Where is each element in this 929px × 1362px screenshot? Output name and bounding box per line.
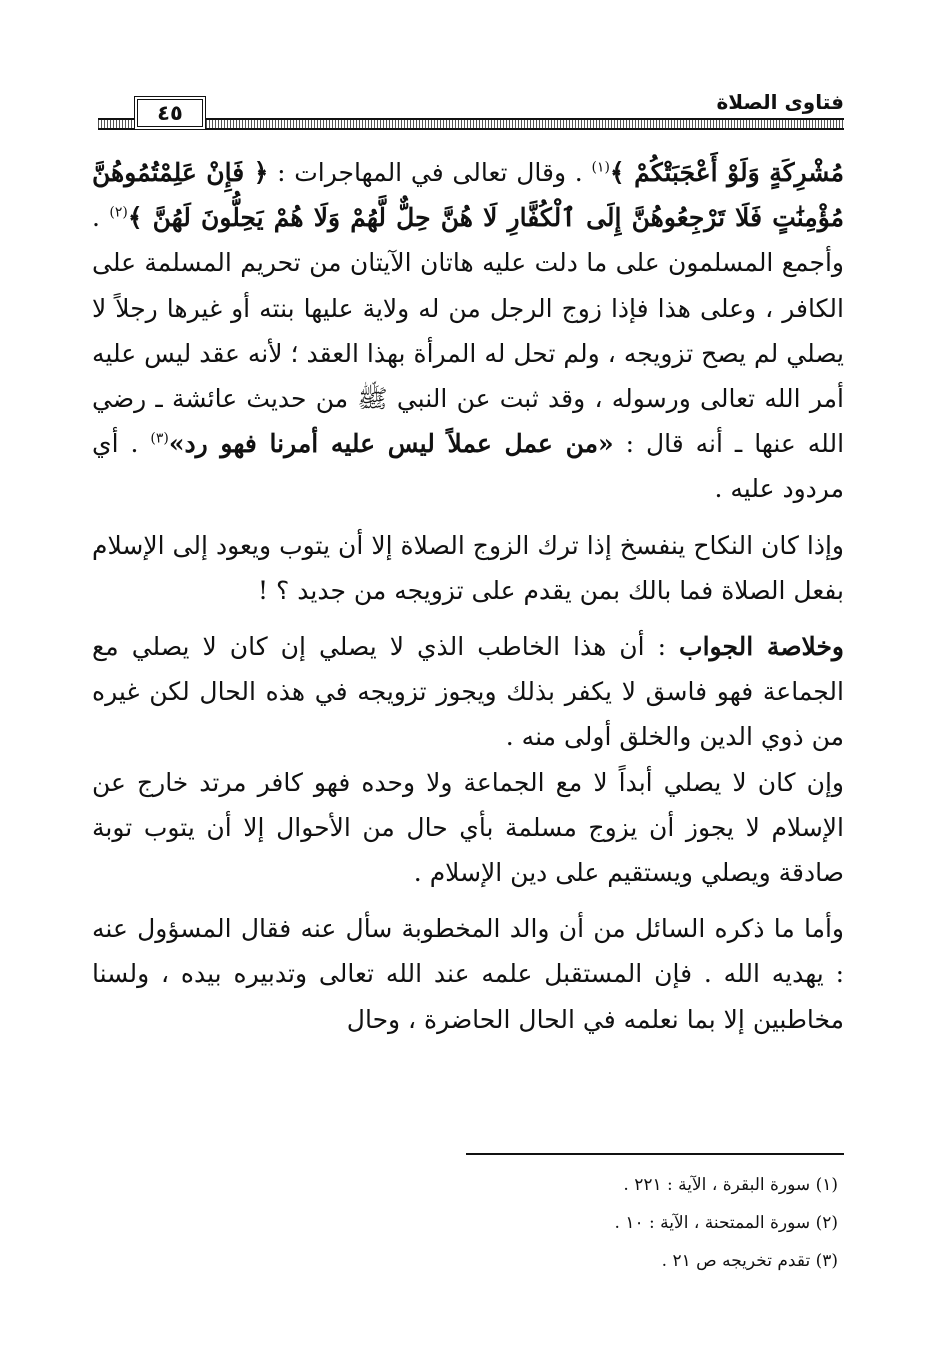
paragraph-3-text: : أن هذا الخاطب الذي لا يصلي إن كان لا يصلي مع الجماعة فهو فاسق لا يكفر بذلك ويجوز تزويجه في هذه الحال لكن غيره من ذوي الدين والخلق أولى منه .: [92, 632, 844, 752]
paragraph-3: [92, 624, 844, 760]
answer-summary-label: وخلاصة الجواب: [679, 632, 844, 662]
header-rule: [98, 118, 844, 130]
footnote-ref-3: (٣): [150, 430, 169, 447]
footnote-ref-2: (٢): [109, 204, 128, 221]
quran-quote-2: ﴿ فَإِنْ عَلِمْتُمُوهُنَّ مُؤْمِنَٰتٍ فَلَا تَرْجِعُوهُنَّ إِلَى ٱلْكُفَّارِ لَا هُنَّ حِلٌّ لَّهُمْ وَلَا هُمْ يَحِلُّونَ لَهُنَّ ﴾: [92, 158, 844, 233]
footnote-separator: [466, 1153, 844, 1155]
paragraph-5: وأما ما ذكره السائل من أن والد المخطوبة سأل عنه فقال المسؤول عنه : يهديه الله . فإن المستقبل علمه عند الله تعالى وتدبيره بيده ، ولسنا مخاطبين إلا بما نعلمه في الحال الحاضرة ، وحال: [92, 914, 844, 1034]
paragraph-1-text-c: . أي مردود عليه .: [92, 429, 844, 504]
paragraph-4: وإن كان لا يصلي أبداً لا مع الجماعة ولا وحده فهو كافر مرتد خارج عن الإسلام لا يجوز أن يزوج مسلمة بأي حال من الأحوال إلا أن يتوب توبة صادقة ويصلي ويستقيم على دين الإسلام .: [92, 767, 844, 888]
footnote-3: (٣) تقدم تخريجه ص ٢١ .: [661, 1251, 838, 1271]
paragraph-1-text-b: . وأجمع المسلمون على ما دلت عليه هاتان الآيتان من تحريم المسلمة على الكافر ، وعلى هذا فإذا زوج الرجل من له ولاية عليها بنته أو غيرها رجلاً لا يصلي لم يصح تزويجه ، ولم تحل له المرأة بهذا العقد ؛ لأنه عقد ليس عليه أمر الله تعالى ورسوله ، وقد ثبت عن النبي ﷺ من حديث عائشة ـ رضي الله عنها ـ أنه قال :: [92, 203, 845, 459]
paragraph-1: [92, 150, 844, 512]
footnote-ref-1: (١): [591, 159, 610, 176]
page-number: ٤٥: [134, 96, 206, 130]
page-header: [98, 92, 844, 136]
quran-quote-1: مُشْرِكَةٍ وَلَوْ أَعْجَبَتْكُمْ ﴾: [609, 158, 844, 187]
body-text: [92, 150, 844, 1042]
footnote-1: (١) سورة البقرة ، الآية : ٢٢١ .: [623, 1175, 838, 1195]
footnote-2: (٢) سورة الممتحنة ، الآية : ١٠ .: [614, 1213, 838, 1233]
footnotes: [466, 1166, 838, 1280]
paragraph-1-text-a: . وقال تعالى في المهاجرات :: [268, 158, 592, 187]
paragraph-2: وإذا كان النكاح ينفسخ إذا ترك الزوج الصلاة إلا أن يتوب ويعود إلى الإسلام بفعل الصلاة فما بالك بمن يقدم على تزويجه من جديد ؟ !: [92, 530, 844, 605]
running-title: فتاوى الصلاة: [706, 90, 844, 114]
hadith-quote: «من عمل عملاً ليس عليه أمرنا فهو رد»: [168, 429, 614, 459]
